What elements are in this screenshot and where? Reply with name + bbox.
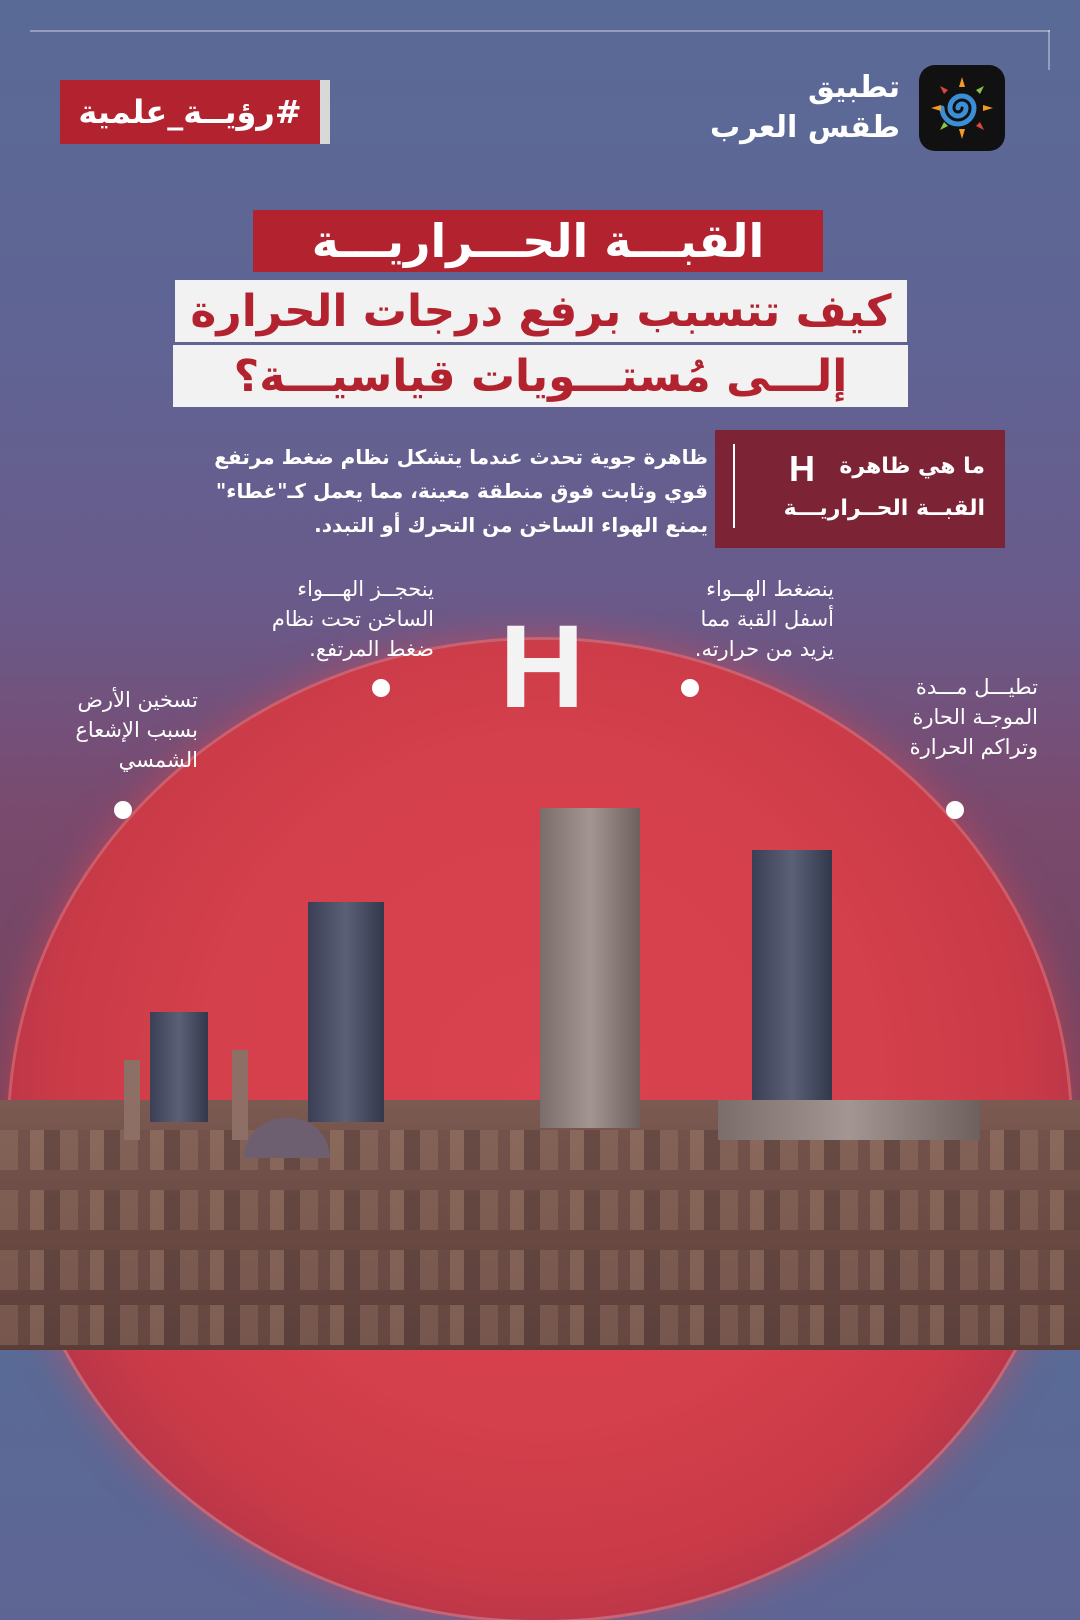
note-line: تطيـــل مـــدة xyxy=(915,675,1038,699)
definition-divider xyxy=(733,444,735,528)
tower-right xyxy=(752,850,832,1120)
city-buildings-row xyxy=(0,1305,1080,1345)
definition-text-line1: ظاهرة جوية تحدث عندما يتشكل نظام ضغط مرتفع xyxy=(214,445,708,469)
note-line: ينحجــز الهـــواء xyxy=(297,577,434,601)
definition-text-line2: قوي وثابت فوق منطقة معينة، مما يعمل كـ"غطاء" xyxy=(215,479,708,503)
note-line: ينضغط الهــواء xyxy=(706,577,834,601)
app-logo xyxy=(919,65,1005,151)
note-line: تسخين الأرض xyxy=(77,688,198,712)
note-line: بسبب الإشعاع xyxy=(75,718,198,742)
title-line2: كيف تتسبب برفع درجات الحرارة xyxy=(175,280,907,342)
city-buildings-row xyxy=(0,1190,1080,1230)
title-line3: إلـــى مُستـــويات قياسيـــة؟ xyxy=(173,345,908,407)
note-air-compressed xyxy=(656,574,834,664)
note-dot xyxy=(114,801,132,819)
note-line: أسفل القبة مما xyxy=(700,607,834,631)
city-buildings-row xyxy=(0,1250,1080,1290)
definition-label-box xyxy=(715,430,1005,548)
note-line: يزيد من حرارته. xyxy=(694,637,834,661)
note-line: الموجـة الحارة xyxy=(912,705,1038,729)
definition-label-line1: ما هي ظاهرة xyxy=(839,454,985,479)
note-dot xyxy=(372,679,390,697)
definition-text-line3: يمنع الهواء الساخن من التحرك أو التبدد. xyxy=(314,513,708,537)
building-low xyxy=(718,1100,980,1140)
definition-label-h: H xyxy=(789,448,815,489)
note-line: الساخن تحت نظام xyxy=(271,607,434,631)
tower-center xyxy=(540,808,640,1128)
note-line: الشمسي xyxy=(118,748,198,772)
note-line: وتراكم الحرارة xyxy=(909,735,1038,759)
note-heatwave-duration xyxy=(868,672,1038,762)
app-name-line2: طقس العرب xyxy=(710,110,900,145)
title-line1: القبـــة الحـــراريـــة xyxy=(253,210,823,272)
note-ground-heating xyxy=(40,685,198,775)
note-dot xyxy=(681,679,699,697)
definition-text xyxy=(68,440,708,542)
frame-top-line xyxy=(30,30,1050,32)
tower-left xyxy=(308,902,384,1122)
minaret-left xyxy=(124,1060,140,1140)
high-pressure-h: H xyxy=(499,601,585,733)
minaret-right xyxy=(232,1050,248,1140)
building-small xyxy=(150,1012,208,1122)
spiral-sun-logo-icon xyxy=(927,73,997,143)
definition-label-line2: القبــة الحــراريـــة xyxy=(783,496,985,521)
note-dot xyxy=(946,801,964,819)
note-air-trapped xyxy=(236,574,434,664)
frame-right-line xyxy=(1048,30,1050,70)
hashtag-badge: #رؤيــة_علمية xyxy=(60,80,330,144)
note-line: ضغط المرتفع. xyxy=(309,637,434,661)
app-name-line1: تطبيق xyxy=(807,70,900,105)
app-name xyxy=(710,68,900,148)
